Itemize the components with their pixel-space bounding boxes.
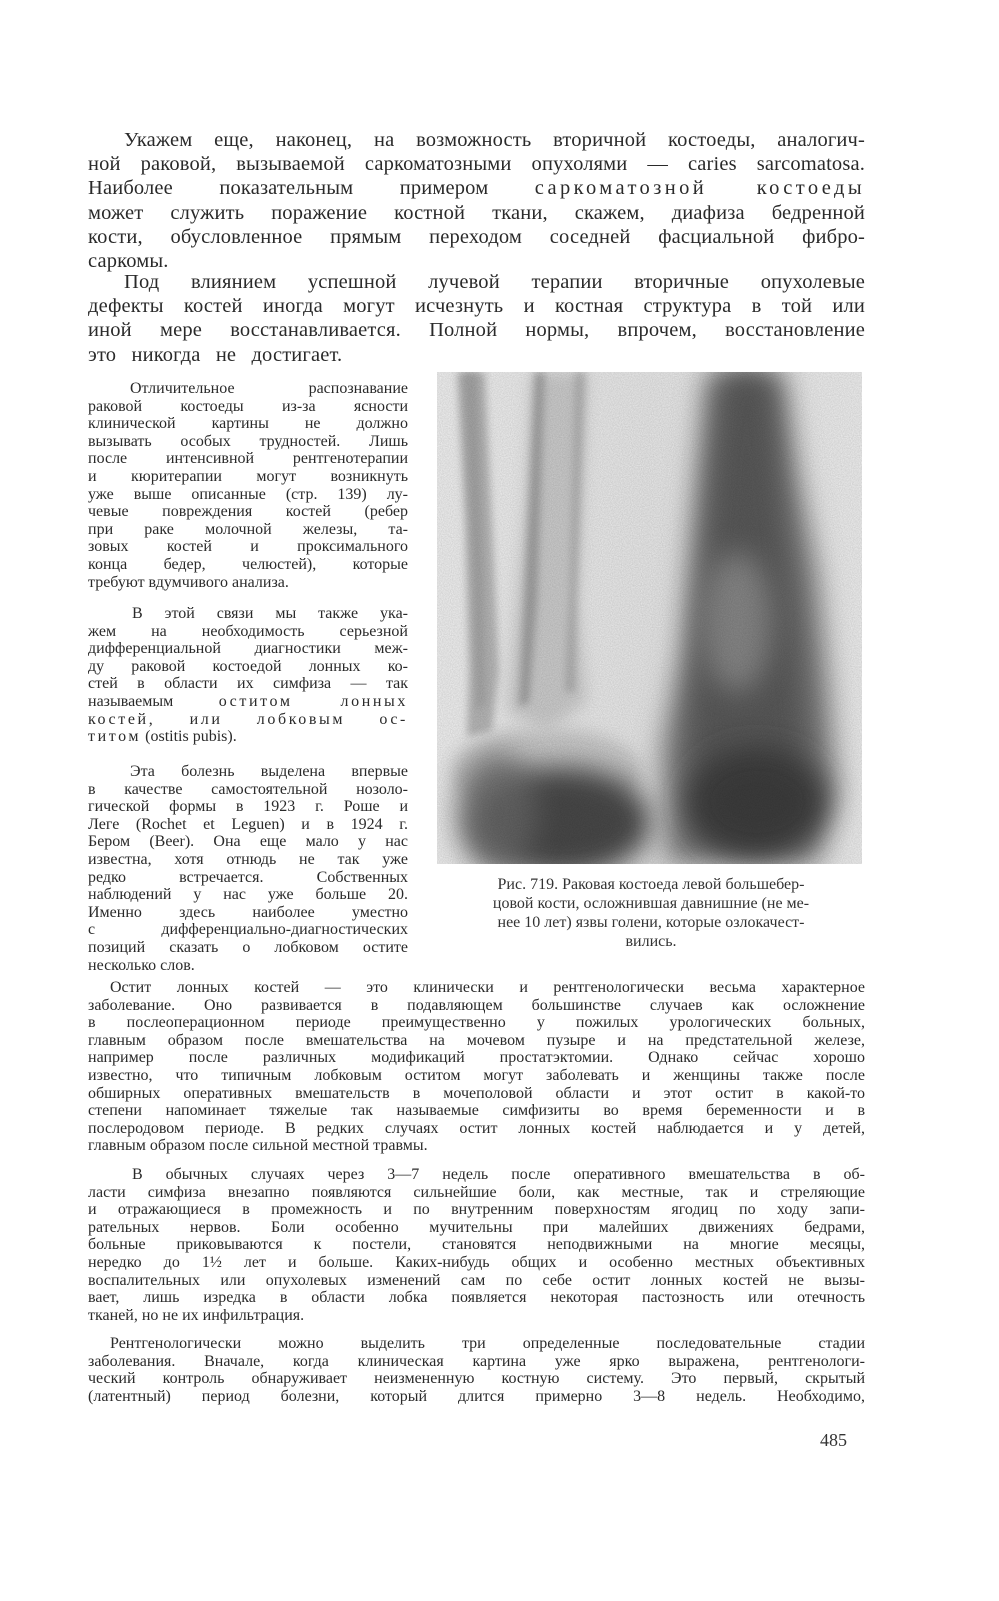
text-line: в качестве самостоятельной нозоло- <box>88 780 408 798</box>
xray-image <box>437 372 862 864</box>
text-line: Под влиянием успешной лучевой терапии вторичные опухолевые <box>124 271 865 293</box>
text-line: наблюдений у нас уже больше 20. <box>88 886 408 904</box>
text-line: степени напоминает тяжелые так называемые симфизиты во время беременности и в <box>88 1102 865 1120</box>
intro-paragraph-1 <box>88 128 865 273</box>
text-line: рательных нервов. Боли особенно мучительны при малейших движениях бедрами, <box>88 1218 865 1236</box>
text-line: с дифференциально-диагностических <box>88 921 408 939</box>
text-line: дефекты костей иногда могут исчезнуть и костная структура в той или <box>88 295 865 318</box>
text-line: при раке молочной железы, та- <box>88 520 408 538</box>
page-number: 485 <box>820 1430 847 1450</box>
text-line: после интенсивной рентгенотерапии <box>88 450 408 468</box>
text-line: зовых костей и проксимального <box>88 538 408 556</box>
text-line: воспалительных или опухолевых изменений сам по себе остит лонных костей не вызы- <box>88 1271 865 1289</box>
text-line: требуют вдумчивого анализа. <box>88 573 289 591</box>
text-line: заболевание. Оно развивается в подавляющем большинстве случаев как осложнение <box>88 996 865 1014</box>
text-line: это никогда не достигает. <box>88 343 343 366</box>
text-line: ласти симфиза внезапно появляются сильнейшие боли, как местные, так и стреляющие <box>88 1183 865 1201</box>
text-line: раковой костоеды из-за ясности <box>88 397 408 415</box>
text-line: главным образом после вмешательства на мочевом пузыре и на предстательной железе, <box>88 1031 865 1049</box>
spaced-emphasis: саркоматозной костоеды <box>534 177 865 200</box>
text-line: Остит лонных костей — это клинически и рентгенологически весьма характерное <box>110 979 865 996</box>
text-line: позиций сказать о лобковом остите <box>88 938 408 956</box>
text-line: титом (ostitis pubis). <box>88 728 237 746</box>
text-line: вызывать особых трудностей. Лишь <box>88 432 408 450</box>
text-line: В обычных случаях через 3—7 недель после оперативного вмешательства в об- <box>132 1166 865 1183</box>
text-line: Укажем еще, наконец, на возможность вторичной костоеды, аналогич- <box>124 129 865 151</box>
text-line: Бером (Beer). Она еще мало у нас <box>88 833 408 851</box>
left-column-paragraph-1 <box>88 380 408 591</box>
text-line: (латентный) период болезни, который длится примерно 3—8 недель. Необходимо, <box>88 1387 865 1405</box>
text-line: Леге (Rochet et Leguen) и в 1924 г. <box>88 815 408 833</box>
text-line: главным образом после сильной местной травмы. <box>88 1137 428 1155</box>
text-line: Эта болезнь выделена впервые <box>130 763 408 780</box>
text-line: послеродовом периоде. В редких случаях остит лонных костей наблюдается и у детей, <box>88 1119 865 1137</box>
caption-line: нее 10 лет) язвы голени, которые озлокачест- <box>497 914 805 931</box>
text-line: стей в области их симфиза — так <box>88 675 408 693</box>
caption-line: вились. <box>625 933 677 950</box>
text-line: Именно здесь наиболее уместно <box>88 903 408 921</box>
text-line: чевые повреждения костей (ребер <box>88 503 408 521</box>
text-line: гической формы в 1923 г. Роше и <box>88 798 408 816</box>
text-line: иной мере восстанавливается. Полной нормы, впрочем, восстановление <box>88 319 865 342</box>
text-line: уже выше описанные (стр. 139) лу- <box>88 485 408 503</box>
text-line: конца бедер, челюстей), которые <box>88 555 408 573</box>
spaced-emphasis: титом <box>88 728 142 746</box>
caption-line: цовой кости, осложнившая давнишние (не ме- <box>492 895 810 912</box>
xray-figure <box>437 372 862 864</box>
text-line: вает, лишь изредка в области лобка появляется некоторая пастозность или отечность <box>88 1289 865 1307</box>
text-line: ческий контроль обнаруживает неизмененную костную систему. Это первый, скрытый <box>88 1370 865 1388</box>
text-line: и кюритерапии могут возникнуть <box>88 467 408 485</box>
text-line: Рентгенологически можно выделить три определенные последовательные стадии <box>110 1335 865 1352</box>
text-line: тканей, но не их инфильтрация. <box>88 1306 305 1324</box>
text-line: известно, что типичным лобковым оститом могут заболевать и женщины также после <box>88 1066 865 1084</box>
text-line: ду раковой костоедой лонных ко- <box>88 657 408 675</box>
text-line: саркомы. <box>88 250 169 273</box>
text-line: ной раковой, вызываемой саркоматозными опухолями — caries sarcomatosa. <box>88 153 865 176</box>
text-line: заболевания. Вначале, когда клиническая картина уже ярко выражена, рентгенологи- <box>88 1352 865 1370</box>
text-line: жем на необходимость серьезной <box>88 622 408 640</box>
figure-caption <box>437 875 865 951</box>
body-paragraph-3 <box>88 1335 865 1405</box>
text-line: В этой связи мы также ука- <box>132 605 408 622</box>
text-line: может служить поражение костной ткани, скажем, диафиза бедренной <box>88 201 865 224</box>
body-paragraph-2 <box>88 1166 865 1324</box>
caption-line: Рис. 719. Раковая костоеда левой большебер- <box>497 876 805 893</box>
text-line: костей, или лобковым ос- <box>88 710 408 728</box>
left-column-paragraph-2 <box>88 605 408 746</box>
text-line: и отражающиеся в промежность и по внутренним поверхностям ягодиц по ходу запи- <box>88 1201 865 1219</box>
text-line: нередко до 1½ лет и больше. Каких-нибудь общих и особенно местных объективных <box>88 1253 865 1271</box>
text-line: в послеоперационном периоде преимущественно у пожилых урологических больных, <box>88 1014 865 1032</box>
body-paragraph-1 <box>88 979 865 1155</box>
spaced-emphasis: оститом лонных <box>218 692 409 710</box>
text-line: Наиболее показательным примером саркоматозной костоеды <box>88 177 865 200</box>
text-line: называемым оститом лонных <box>88 692 409 710</box>
text-line: обширных оперативных вмешательств в мочеполовой области и этот остит в какой-то <box>88 1084 865 1102</box>
intro-paragraph-2 <box>88 270 865 367</box>
text-line: кости, обусловленное прямым переходом соседней фасциальной фибро- <box>88 225 865 248</box>
text-line: Отличительное распознавание <box>130 380 408 397</box>
text-line: известна, хотя отнюдь не так уже <box>88 850 408 868</box>
text-line: например после различных модификаций простатэктомии. Однако сейчас хорошо <box>88 1049 865 1067</box>
text-line: дифференциальной диагностики меж- <box>88 640 408 658</box>
text-line: больные приковываются к постели, становятся неподвижными на многие месяцы, <box>88 1236 865 1254</box>
text-line: редко встречается. Собственных <box>88 868 408 886</box>
text-line: клинической картины не должно <box>88 415 408 433</box>
left-column-paragraph-3 <box>88 763 408 974</box>
text-line: несколько слов. <box>88 956 195 974</box>
